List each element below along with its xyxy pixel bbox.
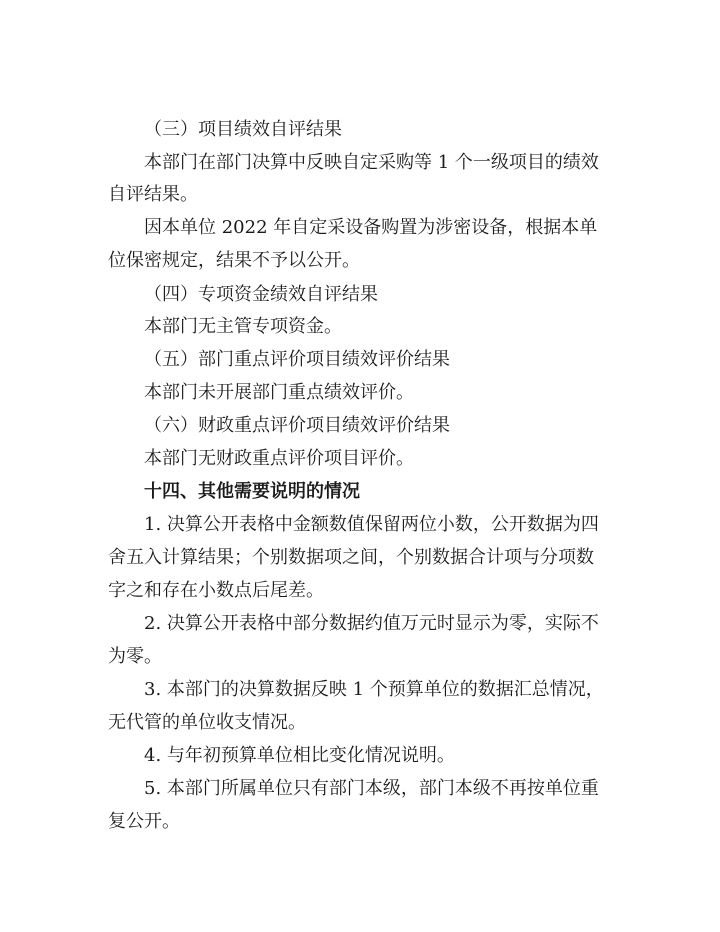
section-heading-special-funds: （四）专项资金绩效自评结果 xyxy=(144,284,378,305)
paragraph-line: 复公开。 xyxy=(108,811,180,832)
paragraph-line: 字之和存在小数点后尾差。 xyxy=(108,580,324,601)
section-heading-project-evaluation: （三）项目绩效自评结果 xyxy=(144,119,342,140)
paragraph-line: 4. 与年初预算单位相比变化情况说明。 xyxy=(144,745,455,766)
section-heading-department-key-evaluation: （五）部门重点评价项目绩效评价结果 xyxy=(144,349,450,370)
paragraph-line: 本部门无主管专项资金。 xyxy=(144,316,342,337)
paragraph-line: 位保密规定，结果不予以公开。 xyxy=(108,250,360,271)
section-heading-other-notes: 十四、其他需要说明的情况 xyxy=(144,481,360,502)
section-heading-fiscal-key-evaluation: （六）财政重点评价项目绩效评价结果 xyxy=(144,415,450,436)
paragraph-line: 3. 本部门的决算数据反映 1 个预算单位的数据汇总情况， xyxy=(144,679,604,700)
paragraph-line: 5. 本部门所属单位只有部门本级，部门本级不再按单位重 xyxy=(144,778,599,799)
paragraph-line: 本部门未开展部门重点绩效评价。 xyxy=(144,382,414,403)
paragraph-line: 无代管的单位收支情况。 xyxy=(108,712,306,733)
paragraph-line: 舍五入计算结果；个别数据项之间，个别数据合计项与分项数 xyxy=(108,547,594,568)
paragraph-line: 2. 决算公开表格中部分数据约值万元时显示为零，实际不 xyxy=(144,613,599,634)
paragraph-line: 本部门在部门决算中反映自定采购等 1 个一级项目的绩效 xyxy=(144,152,599,173)
paragraph-line: 因本单位 2022 年自定采设备购置为涉密设备，根据本单 xyxy=(144,217,598,238)
paragraph-line: 为零。 xyxy=(108,646,162,667)
paragraph-line: 本部门无财政重点评价项目评价。 xyxy=(144,448,414,469)
paragraph-line: 1. 决算公开表格中金额数值保留两位小数，公开数据为四 xyxy=(144,514,599,535)
paragraph-line: 自评结果。 xyxy=(108,184,198,205)
